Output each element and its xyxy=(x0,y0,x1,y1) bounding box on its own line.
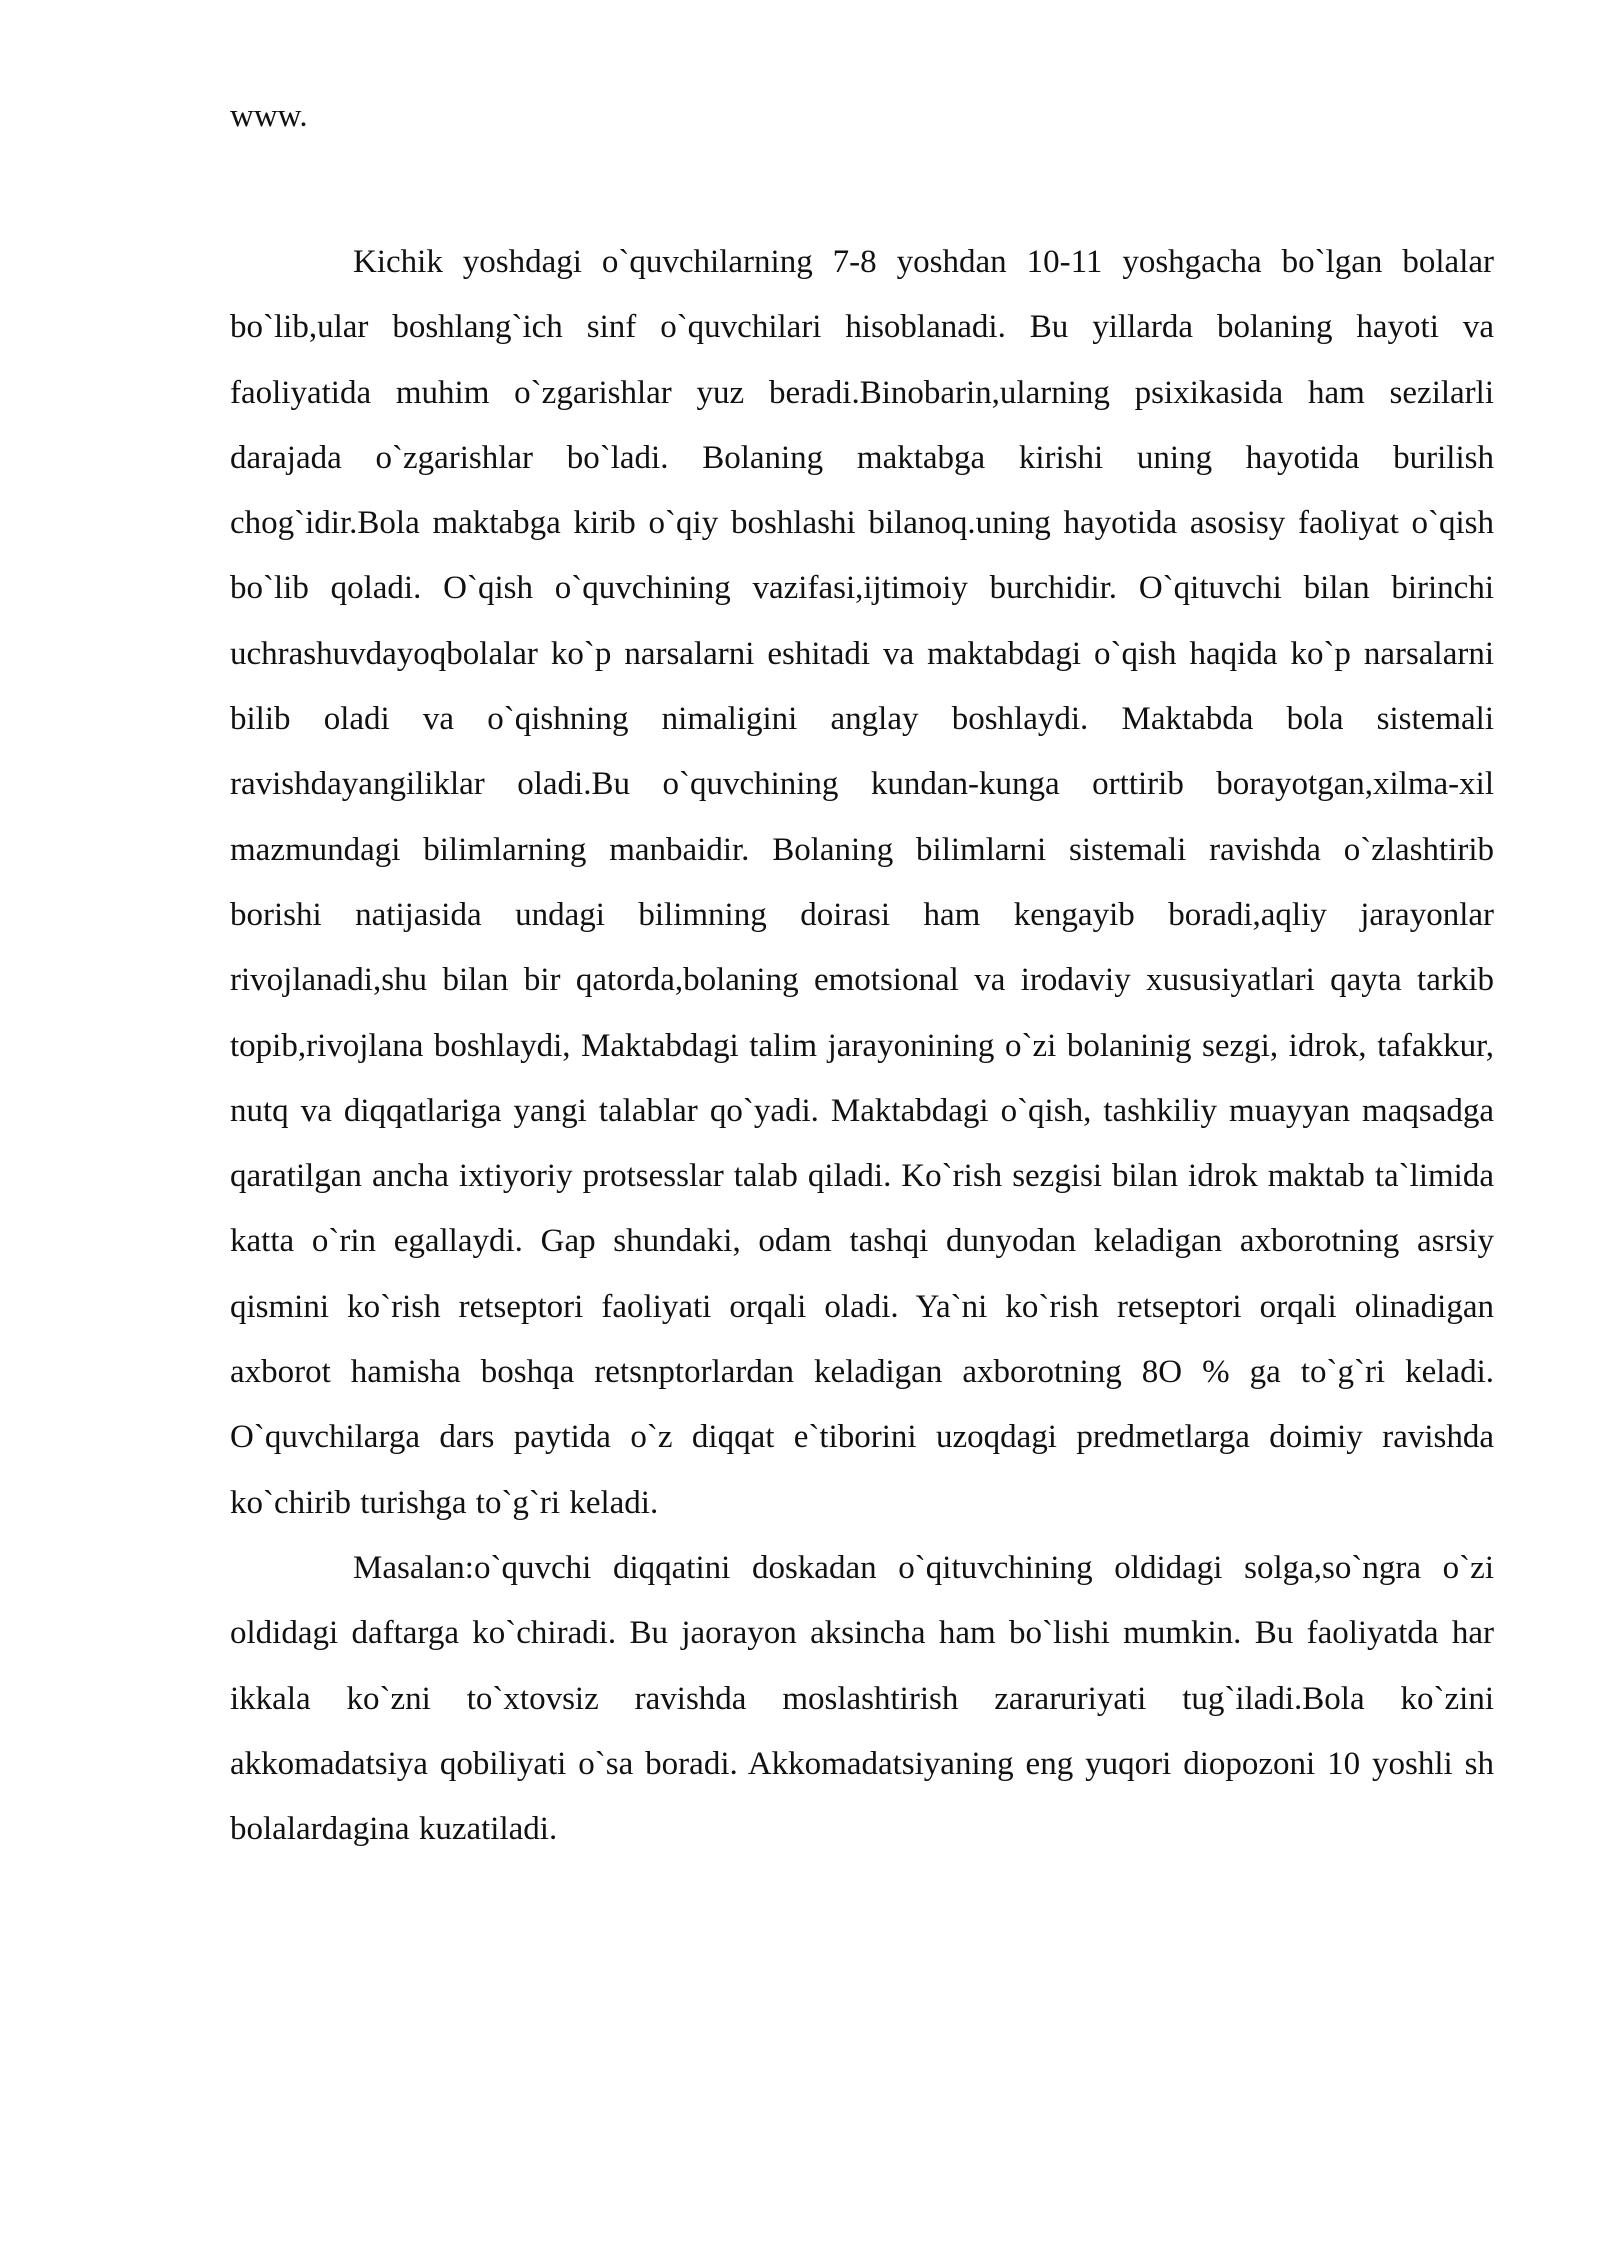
document-body xyxy=(230,230,1494,1862)
header-text: www. xyxy=(230,98,308,134)
paragraph-2: Masalan:o`quvchi diqqatini doskadan o`qituvchining oldidagi solga,so`ngra o`zi oldidagi daftarga ko`chiradi. Bu jaorayon aksincha ham bo`lishi mumkin. Bu faoliyatda har ikkala ko`zni to`xtovsiz ravishda moslashtirish zararuriyati tug`iladi.Bola ko`zini akkomadatsiya qobiliyati o`sa boradi. Akkomadatsiyaning eng yuqori diopozoni 10 yoshli sh bolalardagina kuzatiladi. xyxy=(230,1549,1494,1848)
paragraph-1: Kichik yoshdagi o`quvchilarning 7-8 yoshdan 10-11 yoshgacha bo`lgan bolalar bo`lib,ular boshlang`ich sinf o`quvchilari hisoblanadi. Bu yillarda bolaning hayoti va faoliyatida muhim o`zgarishlar yuz beradi.Binobarin,ularning psixikasida ham sezilarli darajada o`zgarishlar bo`ladi. Bolaning maktabga kirishi uning hayotida burilish chog`idir.Bola maktabga kirib o`qiy boshlashi bilanoq.uning hayotida asosisy faoliyat o`qish bo`lib qoladi. O`qish o`quvchining vazifasi,ijtimoiy burchidir. O`qituvchi bilan birinchi uchrashuvdayoqbolalar ko`p narsalarni eshitadi va maktabdagi o`qish haqida ko`p narsalarni bilib oladi va o`qishning nimaligini anglay boshlaydi. Maktabda bola sistemali ravishdayangiliklar oladi.Bu o`quvchining kundan-kunga orttirib borayotgan,xilma-xil mazmundagi bilimlarning manbaidir. Bolaning bilimlarni sistemali ravishda o`zlashtirib borishi natijasida undagi bilimning doirasi ham kengayib boradi,aqliy jarayonlar rivojlanadi,shu bilan bir qatorda,bolaning emotsional va irodaviy xususiyatlari qayta tarkib topib,rivojlana boshlaydi, Maktabdagi talim jarayonining o`zi bolaninig sezgi, idrok, tafakkur, nutq va diqqatlariga yangi talablar qo`yadi. Maktabdagi o`qish, tashkiliy muayyan maqsadga qaratilgan ancha ixtiyoriy protsesslar talab qiladi. Ko`rish sezgisi bilan idrok maktab ta`limida katta o`rin egallaydi. Gap shundaki, odam tashqi dunyodan keladigan axborotning asrsiy qismini ko`rish retseptori faoliyati orqali oladi. Ya`ni ko`rish retseptori orqali olinadigan axborot hamisha boshqa retsnptorlardan keladigan axborotning 8O % ga to`g`ri keladi. O`quvchilarga dars paytida o`z diqqat e`tiborini uzoqdagi predmetlarga doimiy ravishda ko`chirib turishga to`g`ri keladi. xyxy=(230,244,1494,1521)
